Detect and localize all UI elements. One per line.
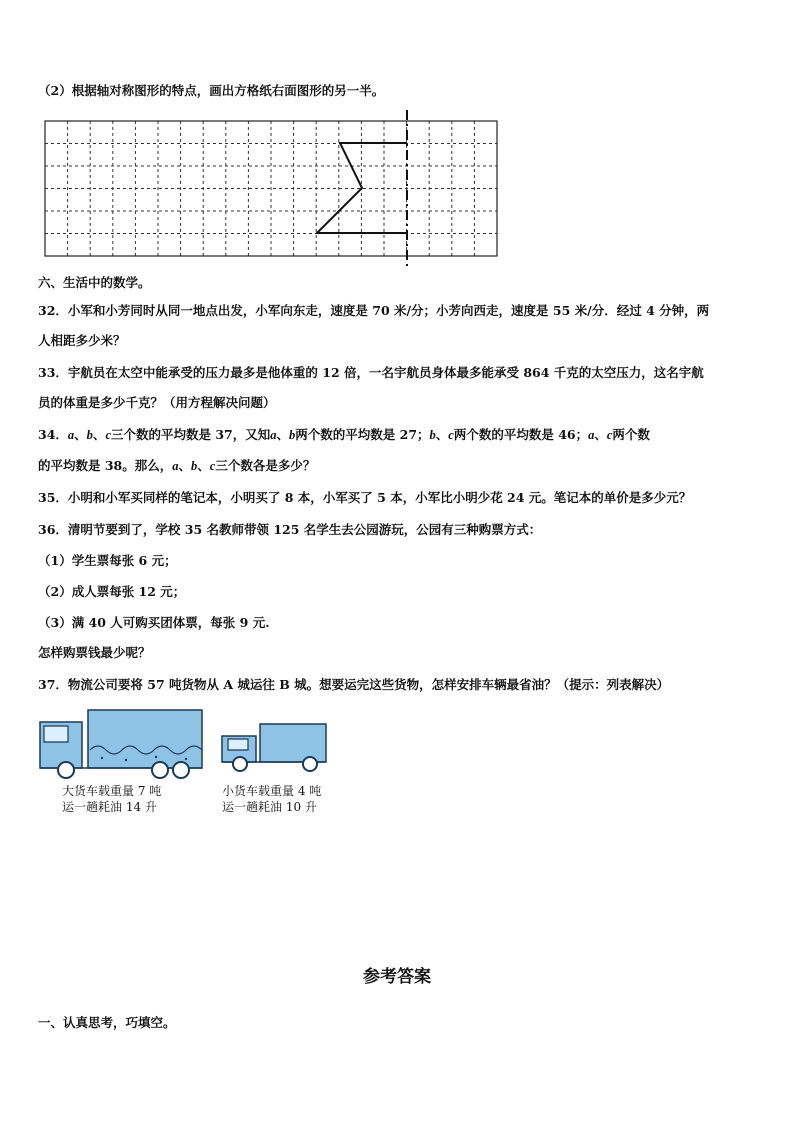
q32-line1: 32．小军和小芳同时从同一地点出发，小军向东走，速度是 70 米/分；小芳向西走，速度是 55 米/分．经过 4 分钟，两 xyxy=(38,303,710,318)
small-truck-icon xyxy=(218,720,330,776)
var-b: b xyxy=(86,428,93,442)
q36-question: 怎样购票钱最少呢？ xyxy=(38,645,151,660)
small-truck-fuel: 运一趟耗油 10 升 xyxy=(222,800,317,814)
q36-option3: （3）满 40 人可购买团体票，每张 9 元. xyxy=(38,615,270,630)
small-truck-capacity: 小货车载重量 4 吨 xyxy=(222,784,322,798)
q35: 35．小明和小军买同样的笔记本，小明买了 8 本，小军买了 5 本，小军比小明少花 24 元。笔记本的单价是多少元？ xyxy=(38,490,692,505)
q37: 37．物流公司要将 57 吨货物从 A 城运往 B 城。想要运完这些货物，怎样安排车辆最省油？（提示：列表解决） xyxy=(38,677,670,692)
q36-option1: （1）学生票每张 6 元； xyxy=(38,553,177,568)
big-truck-fuel: 运一趟耗油 14 升 xyxy=(62,800,157,814)
answer-section1-title: 一、认真思考，巧填空。 xyxy=(38,1015,176,1030)
symmetry-grid-figure xyxy=(0,0,794,300)
q34-number: 34． xyxy=(38,427,68,442)
big-truck-icon xyxy=(36,706,206,781)
q33-line1: 33．宇航员在太空中能承受的压力最多是他体重的 12 倍，一名宇航员身体最多能承受 864 千克的太空压力，这名宇航 xyxy=(38,365,704,380)
q34-line2: 的平均数是 38。那么，a、b、c三个数各是多少？ xyxy=(38,458,316,473)
q2-instruction: （2）根据轴对称图形的特点，画出方格纸右面图形的另一半。 xyxy=(38,83,385,98)
q33-line2: 员的体重是多少千克？（用方程解决问题） xyxy=(38,395,276,410)
section6-title: 六、生活中的数学。 xyxy=(38,275,151,290)
answer-heading: 参考答案 xyxy=(363,967,431,987)
big-truck-capacity: 大货车载重量 7 吨 xyxy=(62,784,162,798)
q32-line2: 人相距多少米？ xyxy=(38,333,126,348)
var-c: c xyxy=(105,428,111,442)
q36-option2: （2）成人票每张 12 元； xyxy=(38,584,186,599)
q34-line1: 34．a、b、c三个数的平均数是 37，又知a、b两个数的平均数是 27；b、c两个数的平均数是 46；a、c两个数 xyxy=(38,427,650,442)
q36-text: 36．清明节要到了，学校 35 名教师带领 125 名学生去公园游玩，公园有三种购票方式： xyxy=(38,522,542,537)
var-a: a xyxy=(67,428,75,442)
